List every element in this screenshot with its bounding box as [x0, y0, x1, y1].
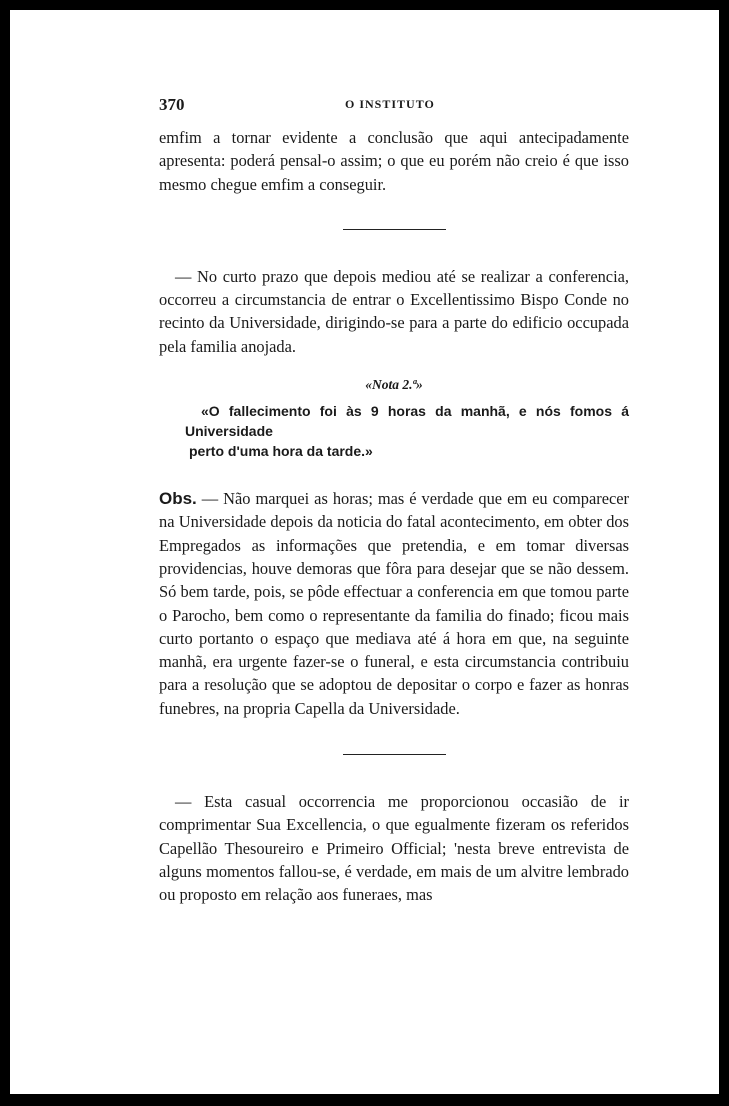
page-header — [159, 95, 629, 119]
scan-border-top — [0, 0, 729, 10]
scan-border-left — [0, 0, 10, 1106]
running-title: O INSTITUTO — [345, 97, 435, 111]
note-line-2: perto d'uma hora da tarde.» — [189, 443, 373, 460]
note-title: «Nota 2.ª» — [365, 377, 423, 393]
page-number: 370 — [159, 95, 185, 114]
section-divider — [343, 754, 446, 755]
obs-label: Obs. — [159, 489, 197, 509]
paragraph-obs — [159, 487, 629, 720]
scan-border-bottom — [0, 1094, 729, 1106]
note-line-1: «O fallecimento foi às 9 horas da manhã, e nós fomos á Universidade — [185, 403, 629, 440]
obs-text: — Não marquei as horas; mas é verdade que em eu comparecer na Universidade depois da noticia do fatal acontecimento, em obter dos Empregados as informações que pretendia, e em tomar diversas providencias, houve demoras que fôra para desejar que se não dessem. Só bem tarde, pois, se pôde effectuar a conferencia em que tomou parte o Parocho, bem como o representante da familia do finado; ficou mais curto portanto o espaço que mediava até á hora em que, na seguinte manhã, era urgente fazer-se o funeral, e esta circumstancia contribuiu para a resolução que se adoptou de depositar o corpo e fazer as honras funebres, na propria Capella da Universidade. — [159, 489, 629, 718]
page-content — [159, 95, 629, 907]
paragraph-closing: — Esta casual occorrencia me proporcionou occasião de ir comprimentar Sua Excellencia, o que egualmente fizeram os referidos Capellão Thesoureiro e Primeiro Official; 'nesta breve entrevista de alguns momentos fallou-se, é verdade, em mais de um alvitre lembrado ou proposto em relação aos funeraes, mas — [159, 792, 629, 905]
paragraph-intro: emfim a tornar evidente a conclusão que aqui antecipadamente apresenta: poderá pensal-o assim; o que eu porém não creio é que isso mesmo chegue emfim a conseguir. — [159, 128, 629, 194]
scan-border-right — [719, 0, 729, 1106]
note-quote — [185, 401, 629, 461]
paragraph-visit: — No curto prazo que depois mediou até se realizar a conferencia, occorreu a circumstancia de entrar o Excellentissimo Bispo Conde no recinto da Universidade, dirigindo-se para a parte do edificio occupada pela familia anojada. — [159, 266, 629, 356]
section-divider — [343, 229, 446, 230]
